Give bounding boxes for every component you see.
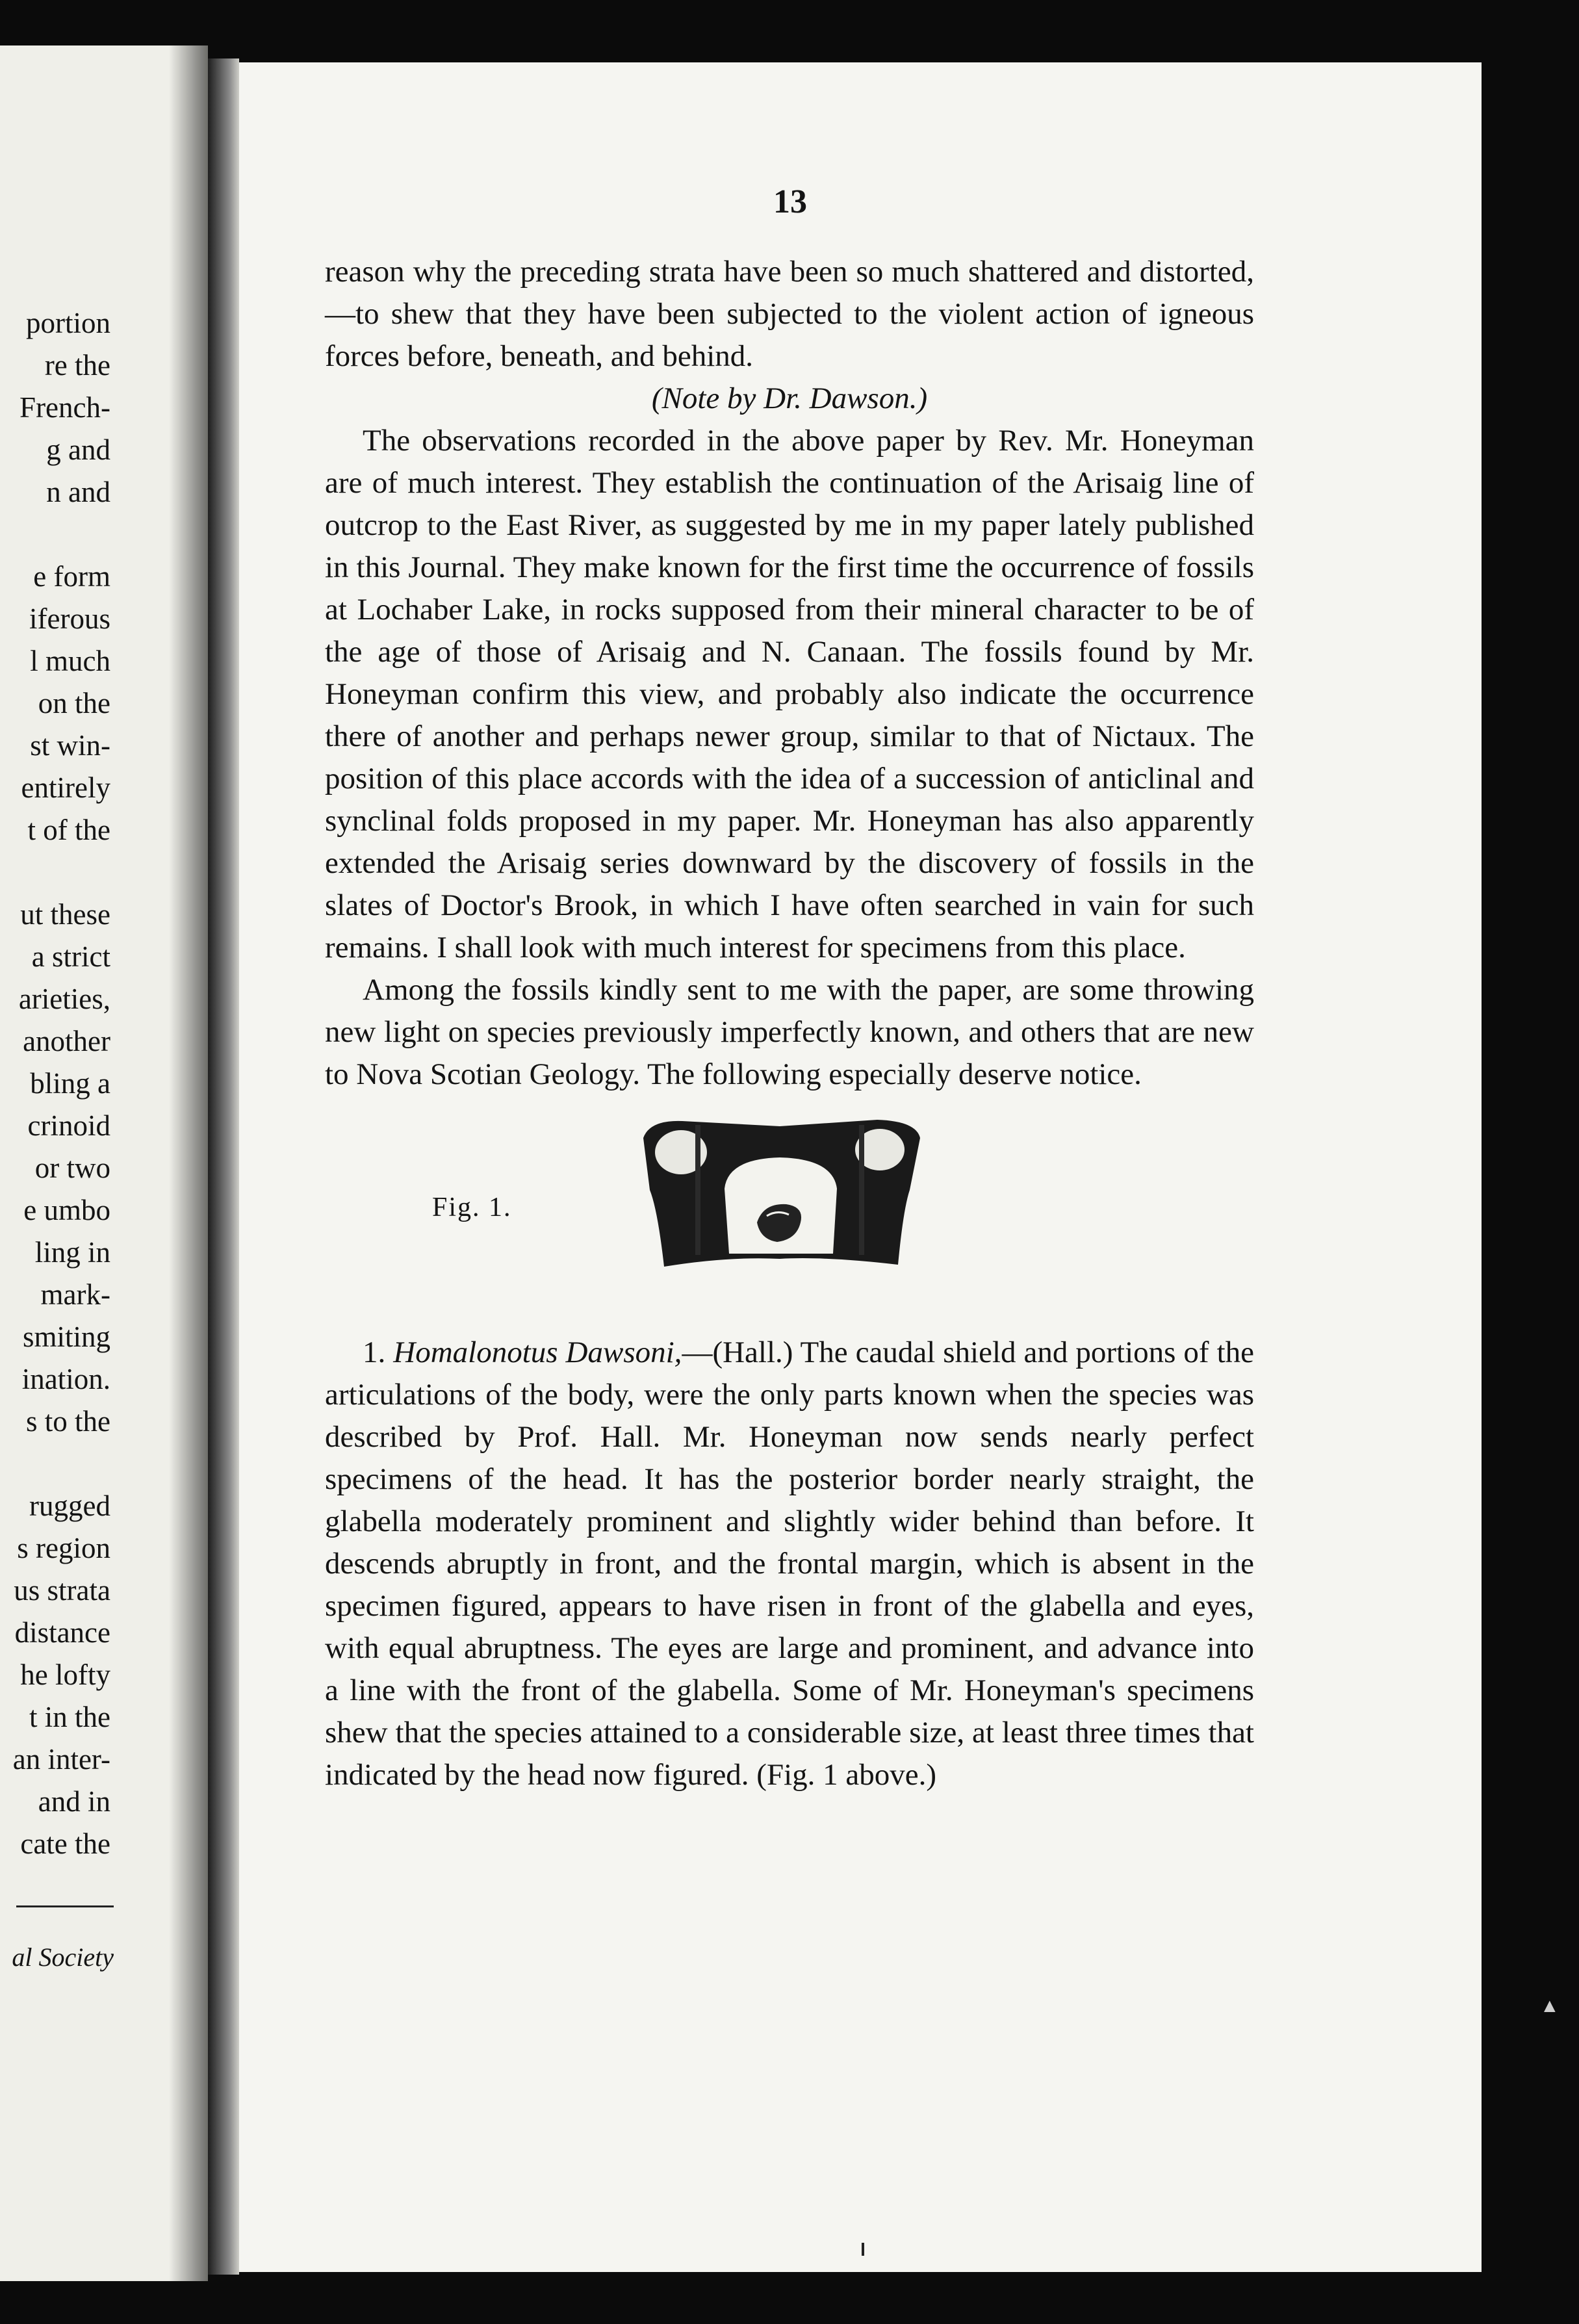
- left-page-line: n and: [46, 476, 110, 508]
- footnote-rule: [16, 1905, 114, 1907]
- note-heading: (Note by Dr. Dawson.): [651, 381, 928, 415]
- left-page-line: e form: [33, 560, 110, 593]
- left-page-line: portion: [26, 307, 110, 339]
- left-page-line: e umbo: [23, 1194, 110, 1226]
- page-body: [325, 251, 1254, 1796]
- left-page-line: us strata: [14, 1574, 110, 1607]
- left-page-line: bling a: [30, 1067, 110, 1100]
- left-page-line: another: [23, 1025, 110, 1057]
- left-page-fragment: [0, 45, 208, 2281]
- left-page-line: on the: [38, 687, 110, 719]
- left-page-line: cate the: [20, 1827, 110, 1860]
- left-page-line: ling in: [34, 1236, 110, 1269]
- left-page-line: st win-: [30, 729, 110, 762]
- paragraph-note: The observations recorded in the above paper by Rev. Mr. Honeyman are of much interest. They establish the continuation of the Arisaig line of outcrop to the East River, as suggested by me in my paper lately published in this Journal. They make known for the first time the occurrence of fossils at Lochaber Lake, in rocks supposed from their mineral character to be of the age of those of Arisaig and N. Canaan. The fossils found by Mr. Honeyman confirm this view, and probably also indicate the occurrence there of another and perhaps newer group, similar to that of Nictaux. The position of this place accords with the idea of a succession of anticlinal and synclinal folds proposed in my paper. Mr. Honeyman has also apparently extended the Arisaig series downward by the discovery of fossils in the slates of Doctor's Brook, in which I have often searched in vain for such remains. I shall look with much interest for specimens from this place.: [325, 424, 1254, 964]
- left-page-line: s to the: [26, 1405, 110, 1438]
- left-page-line: arieties,: [18, 983, 110, 1015]
- species-description: —(Hall.) The caudal shield and portions of the articulations of the body, were the only parts known when the species was described by Prof. Hall. Mr. Honeyman now sends nearly perfect specimens of the head. It has the posterior border nearly straight, the glabella moderately prominent and slightly wider behind than before. It descends abruptly in front, and the frontal margin, which is absent in the specimen figured, appears to have risen in front of the glabella and eyes, with equal abruptness. The eyes are large and prominent, and advance into a line with the front of the glabella. Some of Mr. Honeyman's specimens shew that the species attained to a considerable size, at least three times that indicated by the head now figured. (Fig. 1 above.): [325, 1336, 1255, 1792]
- left-page-line: and in: [38, 1785, 110, 1818]
- left-page-line: rugged: [29, 1490, 110, 1522]
- paragraph-species: [325, 1332, 1254, 1796]
- left-page-line: smiting: [22, 1321, 110, 1353]
- right-page: [239, 62, 1482, 2272]
- left-page-line: t in the: [29, 1701, 110, 1733]
- left-page-line: s region: [17, 1532, 110, 1564]
- left-page-line: or two: [34, 1152, 110, 1184]
- left-page-gap: [13, 851, 110, 894]
- page-number: 13: [773, 183, 807, 220]
- species-number: 1.: [363, 1336, 386, 1369]
- scan-edge-speck: ▲: [1540, 1995, 1560, 2017]
- left-page-text: [13, 302, 110, 1865]
- left-page-line: g and: [46, 433, 110, 466]
- left-page-line: crinoid: [27, 1109, 110, 1142]
- left-page-line: an inter-: [12, 1743, 110, 1775]
- left-page-line: ut these: [20, 898, 110, 931]
- left-page-line: entirely: [21, 771, 110, 804]
- trilobite-head-illustration: [630, 1112, 929, 1281]
- book-gutter: [208, 58, 239, 2275]
- paragraph-fossils: Among the fossils kindly sent to me with the paper, are some throwing new light on species previously imperfectly known, and others that are new to Nova Scotian Geology. The following especially deserve notice.: [325, 973, 1254, 1091]
- species-name: Homalonotus Dawsoni,: [393, 1336, 682, 1369]
- page-curl-shadow: [169, 45, 208, 2281]
- left-page-line: t of the: [27, 814, 110, 846]
- left-page-footnote: al Society: [12, 1943, 114, 1972]
- left-page-line: ination.: [21, 1363, 110, 1395]
- left-page-line: a strict: [31, 940, 110, 973]
- left-page-line: distance: [14, 1616, 110, 1649]
- left-page-line: l much: [30, 645, 110, 677]
- figure-label: Fig. 1.: [432, 1193, 512, 1222]
- scan-mark: [862, 2243, 864, 2256]
- left-page-gap: [13, 1443, 110, 1485]
- left-page-gap: [13, 513, 110, 556]
- left-page-line: re the: [44, 349, 110, 381]
- paragraph-intro: reason why the preceding strata have been so much shattered and distorted,—to shew that they have been subjected to the violent action of igneous forces before, beneath, and behind.: [325, 255, 1254, 373]
- left-page-line: mark-: [40, 1278, 110, 1311]
- figure-1: [325, 1112, 1254, 1320]
- left-page-line: he lofty: [20, 1659, 110, 1691]
- left-page-line: iferous: [29, 602, 110, 635]
- left-page-line: French-: [19, 391, 110, 424]
